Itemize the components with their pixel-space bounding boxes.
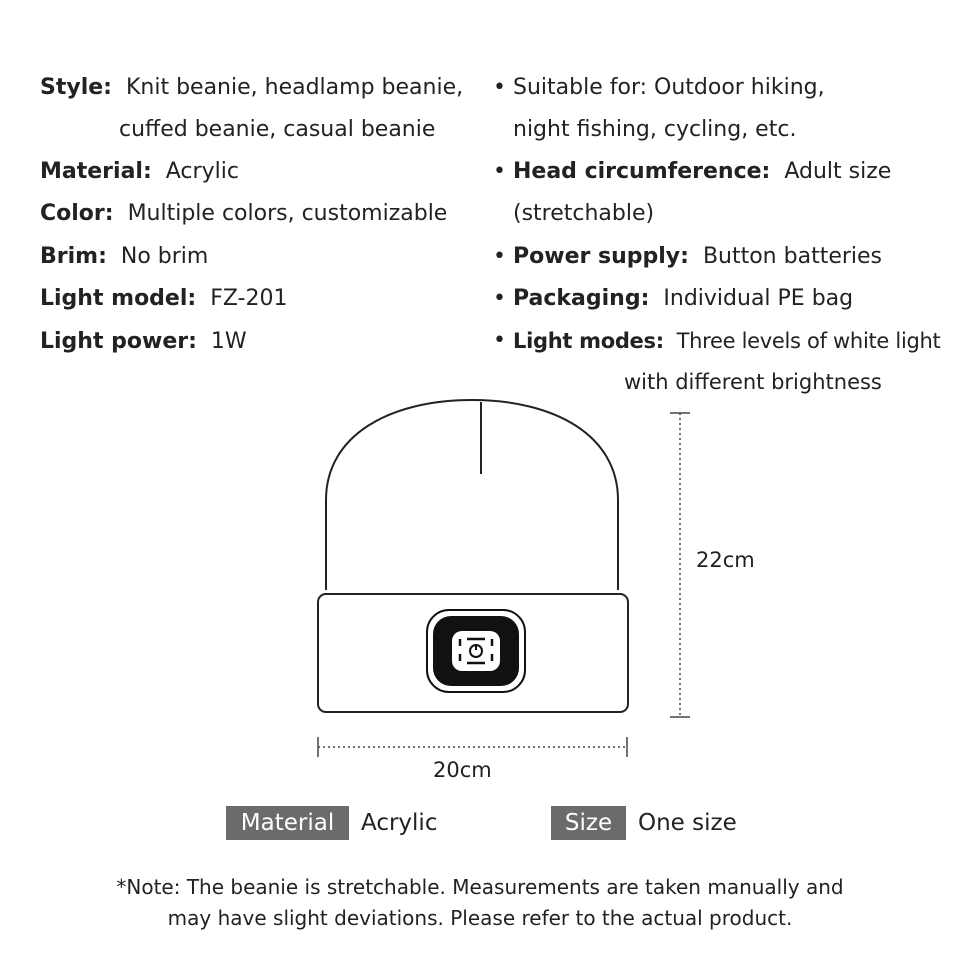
spec-color-value: Multiple colors, customizable: [127, 201, 448, 226]
spec-suitable: Suitable for: Outdoor hiking,: [513, 75, 825, 100]
spec-power-label: Power supply:: [513, 244, 689, 269]
spec-head-line2: (stretchable): [513, 201, 655, 226]
beanie-illustration: [300, 390, 720, 730]
spec-modes-line2: with different brightness: [624, 370, 882, 394]
material-tag-value: Acrylic: [361, 810, 438, 836]
spec-style: [40, 73, 463, 103]
spec-modes-label: Light modes:: [513, 329, 664, 353]
spec-style-label: Style:: [40, 75, 112, 100]
spec-head-value: Adult size: [784, 159, 892, 184]
spec-power: [513, 242, 882, 272]
spec-color: [40, 199, 447, 229]
beanie-crown-outline: [326, 400, 618, 590]
bullet-dot: •: [493, 159, 506, 184]
spec-light-power-value: 1W: [210, 329, 247, 354]
bullet-dot: •: [493, 328, 506, 353]
spec-brim-value: No brim: [120, 244, 209, 269]
spec-light-power: [40, 327, 247, 357]
spec-suitable-line2: night fishing, cycling, etc.: [513, 117, 797, 142]
spec-style-line2: cuffed beanie, casual beanie: [119, 117, 436, 142]
bullet-dot: •: [493, 75, 506, 100]
spec-brim-label: Brim:: [40, 244, 107, 269]
headlamp-icon: [427, 610, 525, 692]
spec-material-label: Material:: [40, 159, 152, 184]
size-tag: Size: [551, 806, 626, 840]
spec-material-value: Acrylic: [165, 159, 239, 184]
note-line-1: *Note: The beanie is stretchable. Measurements are taken manually and: [116, 875, 844, 899]
height-dimension-line: [668, 410, 692, 720]
height-label: 22cm: [696, 548, 755, 572]
width-label: 20cm: [433, 758, 492, 782]
spec-packaging: [513, 284, 853, 314]
spec-modes: [513, 326, 940, 356]
bullet-dot: •: [493, 244, 506, 269]
spec-light-power-label: Light power:: [40, 329, 197, 354]
spec-head: [513, 157, 891, 187]
spec-power-value: Button batteries: [702, 244, 883, 269]
spec-head-label: Head circumference:: [513, 159, 771, 184]
bullet-dot: •: [493, 286, 506, 311]
spec-modes-value: Three levels of white light: [676, 329, 941, 353]
material-tag: Material: [226, 806, 349, 840]
width-dimension-line: [316, 736, 630, 758]
spec-packaging-label: Packaging:: [513, 286, 650, 311]
spec-brim: [40, 242, 208, 272]
spec-color-label: Color:: [40, 201, 114, 226]
spec-packaging-value: Individual PE bag: [663, 286, 854, 311]
spec-style-value: Knit beanie, headlamp beanie,: [125, 75, 464, 100]
spec-light-model-value: FZ-201: [210, 286, 288, 311]
spec-material: [40, 157, 239, 187]
size-tag-value: One size: [638, 810, 737, 836]
note-line-2: may have slight deviations. Please refer to the actual product.: [167, 906, 793, 930]
spec-light-model-label: Light model:: [40, 286, 197, 311]
spec-light-model: [40, 284, 287, 314]
